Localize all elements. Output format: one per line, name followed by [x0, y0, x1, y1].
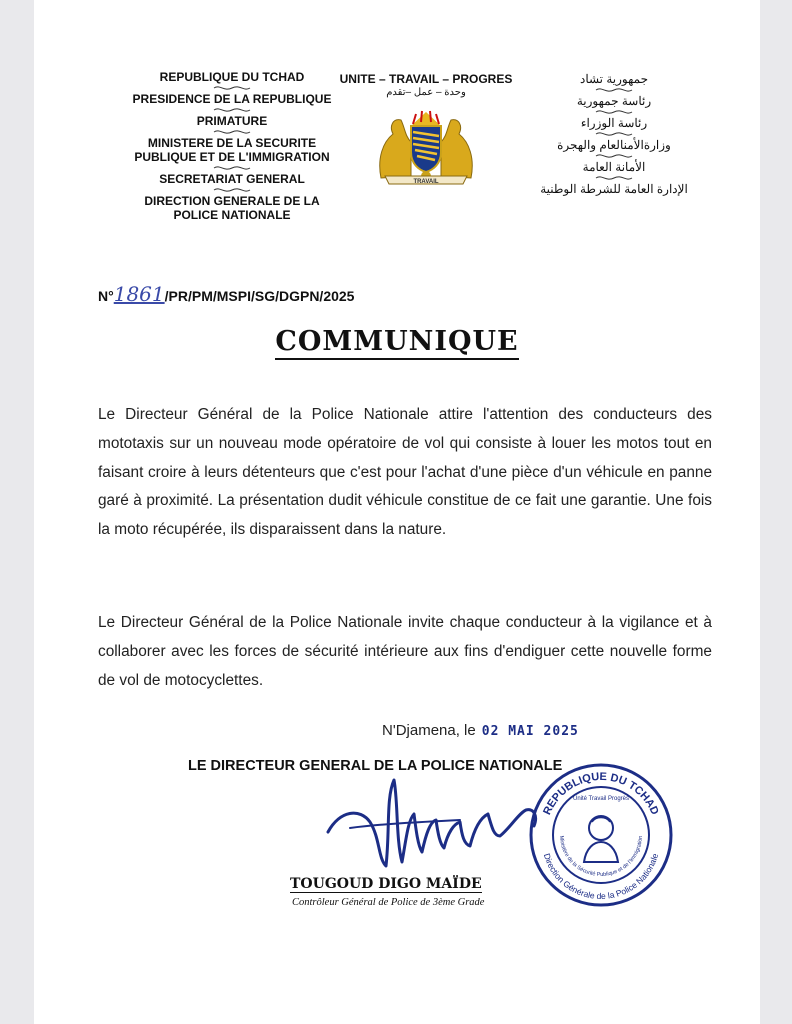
signatory-rank: Contrôleur Général de Police de 3ème Grade [292, 897, 485, 908]
header-ar-secretariat: الأمانة العامة [582, 160, 646, 174]
header-right-arabic [534, 72, 694, 196]
header-ministere-line2: PUBLIQUE ET DE L'IMMIGRATION [134, 150, 330, 164]
official-seal-icon [526, 760, 676, 910]
ornament-icon [594, 130, 634, 138]
header-primature: PRIMATURE [196, 114, 268, 128]
ornament-icon [594, 174, 634, 182]
header-republic: REPUBLIQUE DU TCHAD [159, 70, 305, 84]
ornament-icon [212, 186, 252, 194]
reference-handwritten-number: 1861 [113, 282, 165, 306]
ornament-icon [212, 128, 252, 136]
stamped-date: 02 MAI 2025 [481, 724, 579, 739]
signature-icon [320, 770, 550, 880]
seal-inner-text: Ministère de la Sécurité Publique et de l'Immigration [557, 835, 645, 879]
seal-bottom-text: Direction Générale de la Police Nationale [541, 852, 661, 902]
header-ar-ministere: وزارةالأمنالعام والهجرة [557, 138, 671, 152]
header-ar-presidence: رئاسة جمهورية [576, 94, 652, 108]
ornament-icon [212, 164, 252, 172]
body-paragraph-2: Le Directeur Général de la Police Nationale invite chaque conducteur à la vigilance et à collaborer avec les forces de sécurité intérieure aux fins d'endiguer cette nouvelle forme de vol de motocyclettes. [98, 614, 712, 689]
document-page [34, 0, 760, 1024]
header-center [334, 72, 518, 186]
ornament-icon [212, 84, 252, 92]
coat-of-arms-icon [371, 106, 481, 186]
body-paragraph-1: Le Directeur Général de la Police Nationale attire l'attention des conducteurs des mototaxis sur un nouveau mode opératoire de vol qui consiste à louer les motos tout en faisant croire à leurs détenteurs que c'est pour l'achat d'une pièce d'un véhicule en panne garé à proximité. La présentation dudit véhicule constitue de ce fait une garantie. Une fois la moto récupérée, ils disparaissent dans la nature. [98, 406, 712, 539]
header-ar-primature: رئاسة الوزراء [580, 116, 648, 130]
ornament-icon [594, 86, 634, 94]
header-presidence: PRESIDENCE DE LA REPUBLIQUE [132, 92, 332, 106]
ornament-icon [212, 106, 252, 114]
place-date [382, 722, 579, 739]
seal-motto: Unité Travail Progrès [572, 796, 630, 802]
reference-prefix: N° [98, 288, 114, 304]
place-text: N'Djamena, le [382, 722, 476, 739]
emblem-banner-text: TRAVAIL [413, 179, 439, 185]
signatory-name: TOUGOUD DIGO MAÏDE [290, 876, 482, 892]
reference-number [98, 282, 354, 306]
reference-suffix: /PR/PM/MSPI/SG/DGPN/2025 [164, 288, 355, 304]
seal-top-text: REPUBLIQUE DU TCHAD [541, 770, 661, 817]
national-motto: UNITE – TRAVAIL – PROGRES [339, 72, 513, 86]
document-title: COMMUNIQUE [34, 326, 760, 357]
signatory-title: LE DIRECTEUR GENERAL DE LA POLICE NATIONALE [188, 758, 563, 774]
header-direction-line1: DIRECTION GENERALE DE LA [144, 194, 320, 208]
header-left [112, 70, 352, 222]
header-direction-line2: POLICE NATIONALE [173, 208, 291, 222]
header-ar-direction: الإدارة العامة للشرطة الوطنية [540, 182, 688, 196]
national-motto-arabic: وحدة – عمل –تقدم [386, 87, 466, 98]
header-ar-republic: جمهورية تشاد [579, 72, 649, 86]
ornament-icon [594, 152, 634, 160]
header-secretariat: SECRETARIAT GENERAL [159, 172, 305, 186]
header-ministere-line1: MINISTERE DE LA SECURITE [147, 136, 317, 150]
ornament-icon [594, 108, 634, 116]
